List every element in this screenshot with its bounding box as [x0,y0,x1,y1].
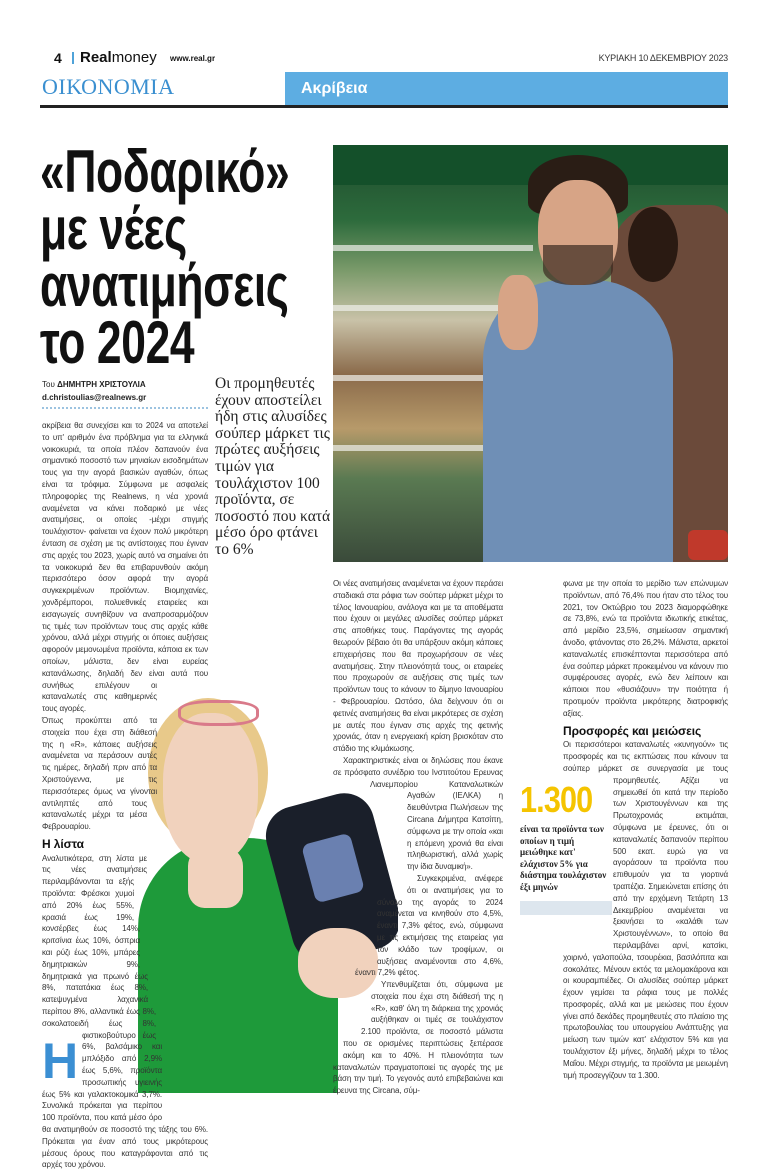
author-email: d.christoulias@realnews.gr [42,393,147,402]
topic-label: Ακρίβεια [301,80,368,97]
issue-date: ΚΥΡΙΑΚΗ 10 ΔΕΚΕΜΒΡΙΟΥ 2023 [598,53,728,63]
pull-quote: Οι προμηθευτές έχουν αποστείλει ήδη στις αλυσίδες σούπερ μάρκετ τις πρώτες αυξήσεις τιμών για τουλάχιστον 100 προϊόντα, σε ποσοστό που κατά μέσο όρο φτάνει το 6% [215,375,331,558]
highlight-box [520,779,612,915]
brand-logo: Realmoney [80,49,157,66]
header-rule [40,105,728,108]
highlight-bar [520,901,612,915]
article-photo-man-in-supermarket [333,145,728,562]
paragraph: φωνα με την οποία το μερίδιο των επώνυμων προϊόντων, από 76,4% που ήταν στο τέλος του 2021, τον Οκτώβριο του 2023 διαμορφώθηκε σε 73,8%, ενώ τα προϊόντα ιδιωτικής ετικέτας, από μερίδιο 23,5%, σημείωσαν σημαντική άνοδο, φτάνοντας στο 26,2%. Μάλιστα, αρκετοί καταναλωτές επισκέπτονται περισσότερα από ένα σούπερ μάρκετ προκειμένου να κάνουν πιο συμφέρουσες αγορές, ενώ δεν λείπουν και κάποιοι που «θυσιάζουν» την ποιότητα ή προτιμούν προϊόντα μικρότερης διατροφικής αξίας. [563,579,728,718]
paragraph: Όπως προκύπτει από τα στοιχεία που έχει στη διάθεσή της η «R», κάποιες αυξήσεις αναμένεται να περάσουν αυτές τις ημέρες, δηλαδή πριν από τα Χριστούγεννα, με τις περισσότερες όμως να γίνονται αντιληπτές από τους καταναλωτές μέχρι τα μέσα Φεβρουαρίου. [42,715,157,832]
paragraph: Οι περισσότεροι καταναλωτές «κυνηγούν» τις προσφορές και τις εκπτώσεις που κάνουν τα σούπερ μάρκετ σε συνεργασία με τους προμηθευτές. Αξίζει να σημειωθεί ότι κατά την περίοδο των Χριστουγέννων και της Πρωτοχρονιάς εκτιμάται, σύμφωνα με έρευνες, ότι οι καταναλωτές δαπανούν περίπου 500 εκατ. ευρώ για να αγοράσουν τα προϊόντα που επιθυμούν για τα γιορτινά τραπέζια. Σημειώνεται επίσης ότι από την ερχόμενη Τετάρτη 13 Δεκεμβρίου αναμένεται να ξεκινήσει το «καλάθι των Χριστουγέννων», το οποίο θα περιλαμβάνει αρνί, κατσίκι, χοιρινό, γαλοπούλα, τσουρέκια, βασιλόπιτα και σοκολάτες. Μένουν εκτός τα μελομακάρονα και οι κουραμπιέδες. Οι αλυσίδες σούπερ μάρκετ έχουν γεμίσει τα ράφια τους με πολλές προσφορές, αλλά και με μειώσεις που έχουν γίνει από δεκάδες προμηθευτές στο πλαίσιο της πρωτοβουλίας του υπουργείου Ανάπτυξης για μείωση των τιμών κατ' ελάχιστον 5% και για τουλάχιστον έξι μήνες, δηλαδή μέχρι το τέλος Μαΐου. Μέχρι στιγμής, τα προϊόντα με μειωμένη τιμή προσεγγίζουν τα 1.300. [563,740,728,1080]
section-title: ΟΙΚΟΝΟΜΙΑ [42,74,175,99]
page-header [42,50,728,66]
topic-band [285,72,728,106]
paragraph: Συγκεκριμένα, ανέφερε ότι οι ανατιμήσεις για το σύνολο της αγοράς το 2024 αναμένεται να κινηθούν στο 4,5%, έναντι 7,3% φέτος, ενώ, σύμφωνα με τις εκτιμήσεις της εταιρείας για τον κλάδο των τροφίμων, οι αυξήσεις αναμένονται στο 4,6%, έναντι 7,2% φέτος. [355,873,503,978]
paragraph: Χαρακτηριστικές είναι οι δηλώσεις που έκανε σε πρόσφατο συνέδριο του Ινστιτούτου Ερευνας Λιανεμπορίου Καταναλωτικών Αγαθών (ΙΕΛΚΑ) η διευθύντρια Πωλήσεων της Circana Δήμητρα Κατσίπη, σύμφωνα με την οποία «και η επόμενη χρονιά θα είναι πληθωριστική, αλλά χωρίς την ίδια δυναμική». [333,755,503,872]
page-number: 4 [54,50,62,66]
paragraph: Αναλυτικότερα, στη λίστα με τις νέες ανατιμήσεις περιλαμβάνονται τα εξής προϊόντα: Φρέσκοι χυμοί από 20% έως 55%, κρασιά έως 19%, κονσέρβες έως 14%, κριτσίνια έως 10%, όσπρια και ρύζι έως 10%, μπάρες δημητριακών 9%, δημητριακά για πρωινό έως 8%, πατατάκια έως 8%, κατεψυγμένα λαχανικά περίπου 8%, αλλαντικά έως 8%, σοκολατοειδή έως 8%, φιστικοβούτυρο έως 6%, βαλσάμικο και μπλόξιδο από 2,9% έως 5,6%, προϊόντα προσωπικής υγιεινής έως 5% και γαλακτοκομικά 3,7%. Συνολικά πρόκειται για περίπου 100 προϊόντα, που κατά μέσο όρο θα ανατιμηθούν σε ποσοστό της τάξης του 6%. Πρόκειται για έναν από τους μικρότερους μέσους όρους που καταγράφονται από τις αρχές του χρόνου. [42,853,208,1170]
article-column-2 [333,578,503,1097]
byline: Του ΔΗΜΗΤΡΗ ΧΡΙΣΤΟΥΛΙΑ d.christoulias@realnews.gr [42,378,208,412]
paragraph: Υπενθυμίζεται ότι, σύμφωνα με στοιχεία που έχει στη διάθεσή της η «R», καθ' όλη τη διάρκεια της χρονιάς αυξήθηκαν οι τιμές σε τουλάχιστον 2.100 προϊόντα, σε ποσοστό μάλιστα που σε ορισμένες περιπτώσεις ξεπέρασε ακόμη και το 40%. Η πλειονότητα των καταναλωτών πραγματοποιεί τις αγορές της με βάση την τιμή. Το γεγονός αυτό επιβεβαιώνει και έρευνα της Circana, σύμ- [333,980,503,1096]
paragraph: ακρίβεια θα συνεχίσει και το 2024 να αποτελεί το υπ' αριθμόν ένα πρόβλημα για τα ελληνικά νοικοκυριά, τα οποία πλέον δαπανούν ένα σημαντικό ποσοστό των μηνιαίων εισοδημάτων τους για την αγορά βασικών αγαθών, όπως είναι τα τρόφιμα. Σύμφωνα με ασφαλείς πληροφορίες της Realnews, η νέα χρονιά αναμένεται να κάνει ποδαρικό με νέες ανατιμήσεις, οι οποίες -μέχρι στιγμής τουλάχιστον- φαίνεται να έχουν πολύ μικρότερη ένταση σε σχέση με τις αντίστοιχες που έγιναν στις αρχές του 2023, χωρίς αυτό να σημαίνει ότι τα νοικοκυριά δεν θα επιβαρυνθούν ακόμη περισσότερο όσον αφορά την αγορά συγκεκριμένων προϊόντων. Βιομηχανίες, χονδρέμποροι, πολυεθνικές εταιρείες και εισαγωγείς συνηθίζουν να αναπροσαρμόζουν τις τιμές των προϊόντων τους στις αρχές κάθε χρόνου, αλλά μέχρι στιγμής οι όποιες αυξήσεις αφορούν μεμονωμένα προϊόντα, κάποια εκ των οποίων, μάλιστα, δεν είναι ευρείας κατανάλωσης, δηλαδή δεν είναι αυτά που συνήθως επιλέγουν οι καταναλωτές στις καθημερινές τους αγορές. [42,421,208,714]
paragraph: Οι νέες ανατιμήσεις αναμένεται να έχουν περάσει σταδιακά στα ράφια των σούπερ μάρκετ μέχρι το τέλος Ιανουαρίου, ανάλογα και με τα αποθέματα που έχουν οι μεγάλες αλυσίδες σούπερ μάρκετ στις αποθήκες τους. Παράγοντες της αγοράς θεωρούν βέβαιο ότι θα υπάρξουν ακόμη κάποιες επιχειρήσεις που θα προχωρήσουν σε νέες ανατιμήσεις. Στην πλειονότητά τους, οι εταιρείες που προχωρούν σε αυξήσεις στις τιμές των προϊόντων τους το κάνουν το δίμηνο Ιανουαρίου - Φεβρουαρίου. Ωστόσο, όλα δείχνουν ότι οι φετινές ανατιμήσεις θα είναι μικρότερες σε σχέση με αυτές που έγιναν στις αρχές της φετινής χρονιάς, όταν η ενεργειακή κρίση βρισκόταν στο στάδιο της κλιμάκωσης. [333,579,503,754]
divider [42,407,208,412]
highlight-caption: είναι τα προϊόντα των οποίων η τιμή μειώθηκε κατ' ελάχιστον 5% για διάστημα τουλάχιστον έξι μηνών [520,824,607,892]
author-name: ΔΗΜΗΤΡΗ ΧΡΙΣΤΟΥΛΙΑ [57,380,146,389]
drop-cap: Η [42,1033,79,1089]
highlight-number: 1.300 [520,779,593,820]
subheading-offers: Προσφορές και μειώσεις [563,723,702,738]
subheading-list: Η λίστα [42,836,84,851]
article-column-1 [42,420,208,1171]
site-url: www.real.gr [170,54,216,63]
article-title: «Ποδαρικό» με νέες ανατιμήσεις το 2024 [40,138,290,376]
divider [72,52,74,64]
